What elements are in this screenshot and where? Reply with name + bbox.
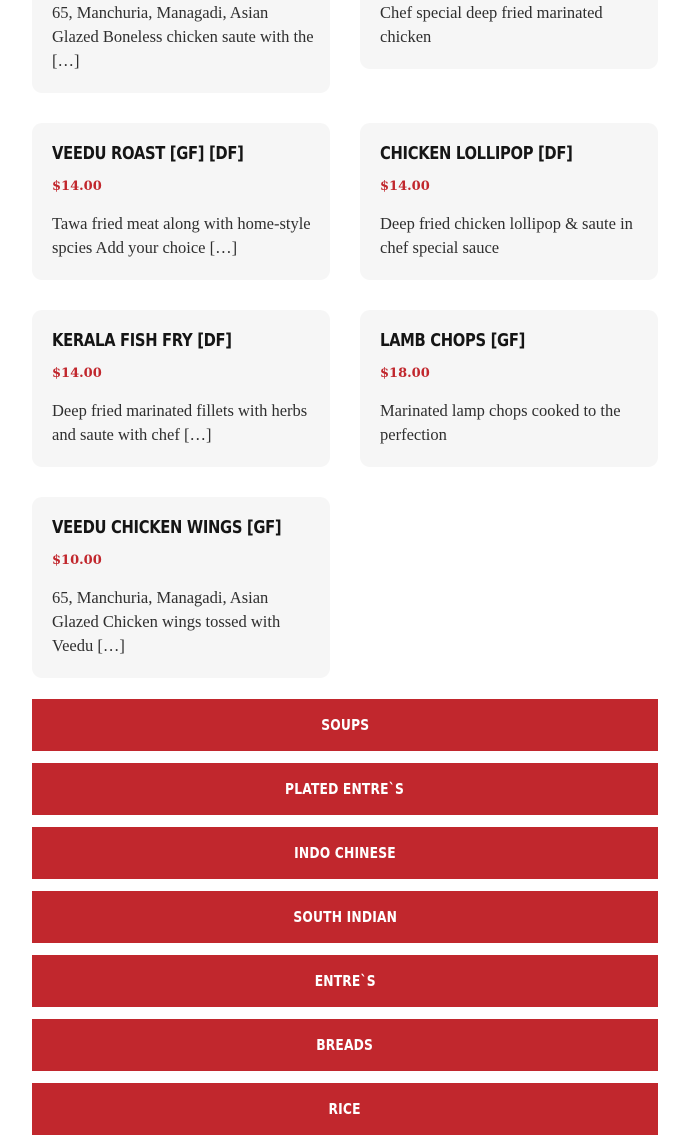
- category-button-label: INDO CHINESE: [294, 844, 396, 862]
- menu-card-price: $10.00: [52, 553, 102, 568]
- category-button-label: PLATED ENTRE`S: [285, 780, 405, 798]
- category-button-entres[interactable]: [32, 955, 658, 1007]
- menu-card-title: KERALA FISH FRY [DF]: [52, 330, 232, 351]
- menu-card-title: CHICKEN LOLLIPOP [DF]: [380, 143, 573, 164]
- menu-card-boneless-chicken[interactable]: [32, 0, 330, 93]
- category-button-south-indian[interactable]: [32, 891, 658, 943]
- menu-card-price: $14.00: [380, 179, 430, 194]
- menu-card-kerala-fish-fry[interactable]: [32, 310, 330, 467]
- menu-card-title: VEEDU CHICKEN WINGS [GF]: [52, 517, 282, 538]
- menu-card-price: $14.00: [52, 179, 102, 194]
- menu-card-deep-fried-chicken[interactable]: [360, 0, 658, 69]
- menu-card-description: Deep fried marinated fillets with herbs and saute with chef […]: [52, 401, 308, 444]
- category-button-label: SOUTH INDIAN: [293, 908, 397, 926]
- menu-card-description: Tawa fried meat along with home-style spcies Add your choice […]: [52, 214, 311, 257]
- category-button-soups[interactable]: [32, 699, 658, 751]
- category-button-plated-entres[interactable]: [32, 763, 658, 815]
- category-button-label: BREADS: [316, 1036, 374, 1054]
- menu-card-veedu-roast[interactable]: [32, 123, 330, 280]
- menu-card-description: 65, Manchuria, Managadi, Asian Glazed Boneless chicken saute with the […]: [52, 3, 314, 70]
- category-button-label: ENTRE`S: [314, 972, 376, 990]
- menu-card-title: LAMB CHOPS [GF]: [380, 330, 525, 351]
- menu-card-description: Marinated lamp chops cooked to the perfection: [380, 401, 621, 444]
- category-button-label: RICE: [328, 1100, 362, 1118]
- menu-card-description: 65, Manchuria, Managadi, Asian Glazed Chicken wings tossed with Veedu […]: [52, 588, 281, 655]
- menu-card-price: $14.00: [52, 366, 102, 381]
- menu-card-chicken-lollipop[interactable]: [360, 123, 658, 280]
- menu-card-title: VEEDU ROAST [GF] [DF]: [52, 143, 244, 164]
- menu-card-description: Deep fried chicken lollipop & saute in chef special sauce: [380, 214, 633, 257]
- menu-card-description: Chef special deep fried marinated chicken: [380, 3, 603, 46]
- menu-card-price: $18.00: [380, 366, 430, 381]
- category-button-breads[interactable]: [32, 1019, 658, 1071]
- category-button-indo-chinese[interactable]: [32, 827, 658, 879]
- menu-card-veedu-chicken-wings[interactable]: [32, 497, 330, 678]
- category-button-rice[interactable]: [32, 1083, 658, 1135]
- menu-card-lamb-chops[interactable]: [360, 310, 658, 467]
- category-button-label: SOUPS: [320, 716, 369, 734]
